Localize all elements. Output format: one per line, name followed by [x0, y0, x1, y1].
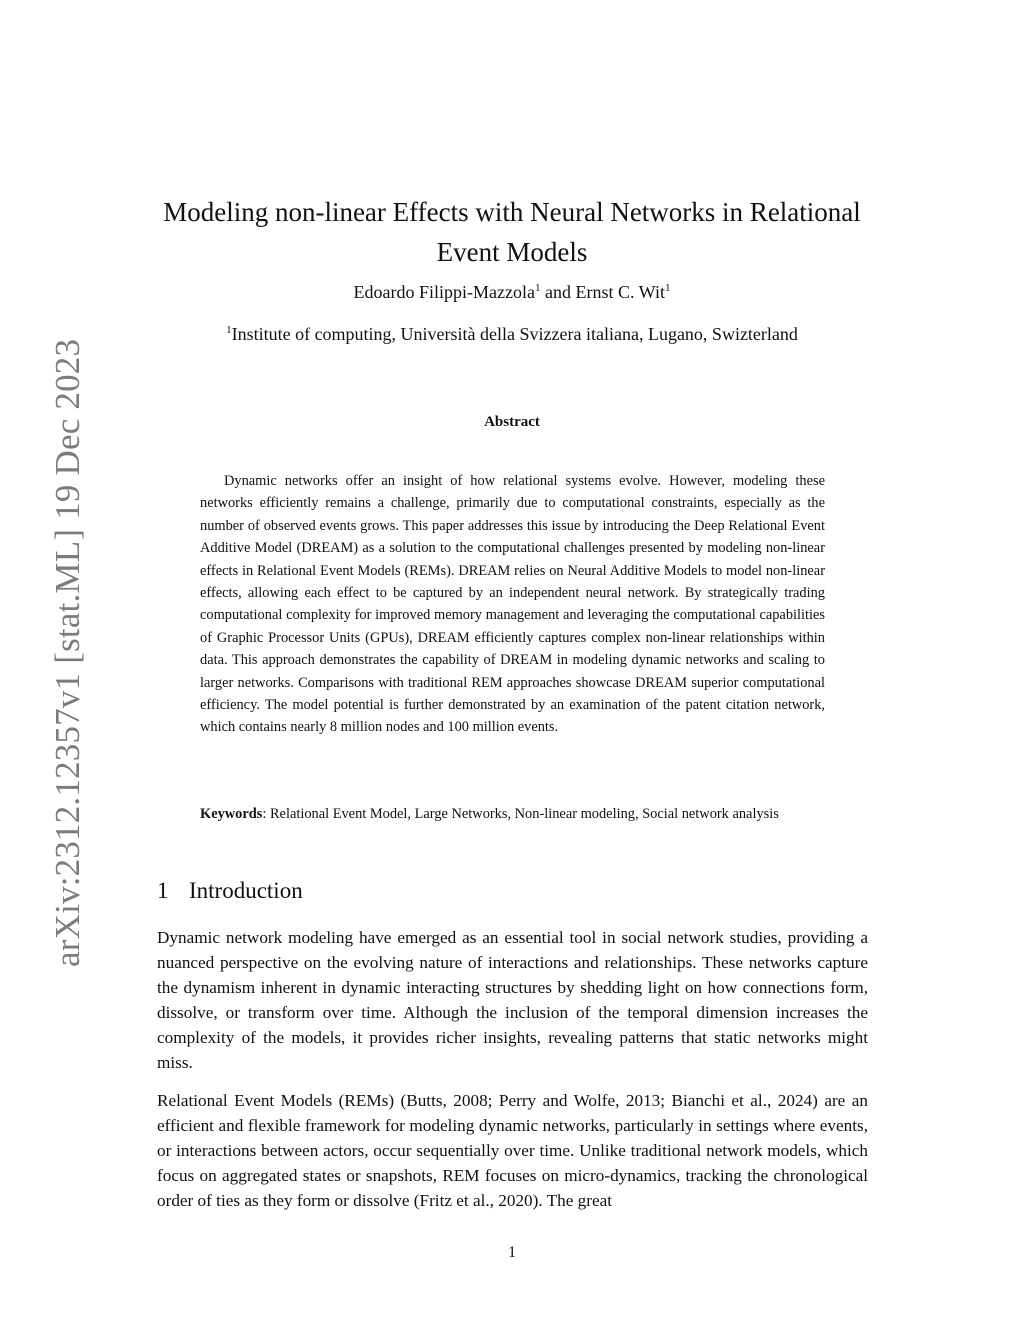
abstract-body: Dynamic networks offer an insight of how relational systems evolve. However, modeling these networks efficiently remains a challenge, primarily due to computational constraints, especially as the number of observed events grows. This paper addresses this issue by introducing the Deep Relational Event Additive Model (DREAM) as a solution to the computational challenges presented by modeling non-linear effects in Relational Event Models (REMs). DREAM relies on Neural Additive Models to model non-linear effects, allowing each effect to be captured by an independent neural network. By strategically trading computational complexity for improved memory management and leveraging the computational capabilities of Graphic Processor Units (GPUs), DREAM efficiently captures complex non-linear relationships within data. This approach demonstrates the capability of DREAM in modeling dynamic networks and scaling to larger networks. Comparisons with traditional REM approaches showcase DREAM superior computational efficiency. The model potential is further demonstrated by an examination of the patent citation network, which contains nearly 8 million nodes and 100 million events.: [200, 473, 825, 736]
page-number: 1: [508, 1244, 516, 1261]
paper-title: Modeling non-linear Effects with Neural Networks in Relational Event Models: [163, 197, 861, 267]
author-list: [150, 280, 874, 304]
affiliation-mark: 1: [535, 282, 541, 294]
affiliation-mark: 1: [664, 282, 671, 294]
keywords: [200, 803, 825, 825]
author-name: Ernst C. Wit: [575, 282, 665, 302]
author-name: Edoardo Filippi-Mazzola: [353, 282, 535, 302]
keywords-text: : Relational Event Model, Large Networks, Non-linear modeling, Social network analysis: [262, 806, 779, 822]
section-number: 1: [157, 878, 169, 903]
body-paragraph: Dynamic network modeling have emerged as an essential tool in social network studies, providing a nuanced perspective on the evolving nature of interactions and relationships. These networks capture the dynamism inherent in dynamic interacting structures by shedding light on how connections form, dissolve, or transform over time. Although the inclusion of the temporal dimension increases the complexity of the models, it provides richer insights, revealing patterns that static networks might miss.: [157, 928, 868, 1072]
keywords-label: Keywords: [200, 806, 263, 822]
body-paragraph: Relational Event Models (REMs) (Butts, 2008; Perry and Wolfe, 2013; Bianchi et al., 2024) are an efficient and flexible framework for modeling dynamic networks, particularly in settings where events, or interactions between actors, occur sequentially over time. Unlike traditional network models, which focus on aggregated states or snapshots, REM focuses on micro-dynamics, tracking the chronological order of ties as they form or dissolve (Fritz et al., 2020). The great: [157, 1091, 868, 1210]
affiliation-text: Institute of computing, Università della Svizzera italiana, Lugano, Swizterland: [231, 324, 798, 344]
affiliation: [150, 322, 874, 346]
author-separator: and: [540, 282, 576, 302]
abstract-heading: Abstract: [484, 414, 540, 430]
arxiv-identifier-stamp: arXiv:2312.12357v1 [stat.ML] 19 Dec 2023: [48, 338, 87, 967]
section-heading: [157, 876, 303, 906]
affiliation-mark: 1: [226, 324, 232, 336]
section-title: Introduction: [189, 878, 303, 903]
